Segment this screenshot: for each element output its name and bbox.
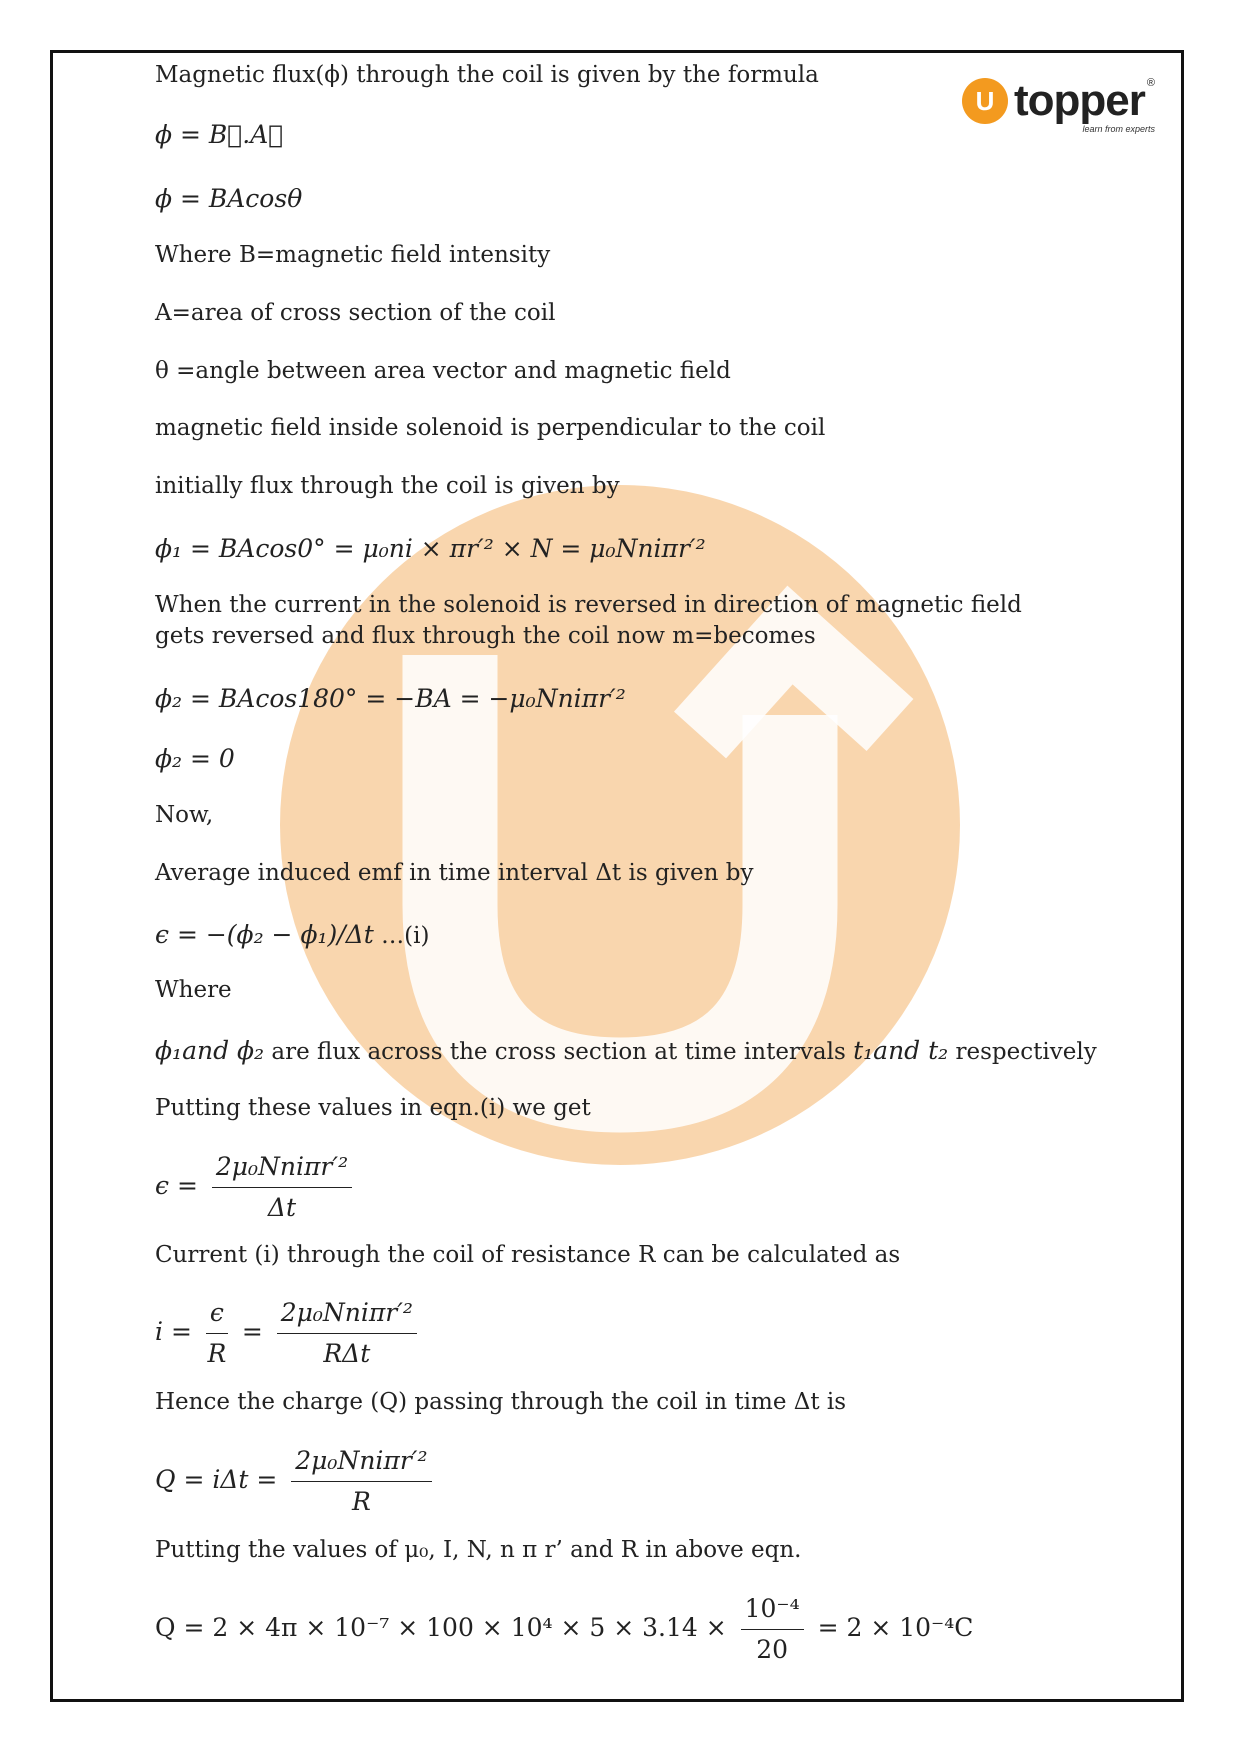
equation: ϕ₁and ϕ₂ bbox=[155, 1036, 265, 1065]
numerator: ϵ bbox=[206, 1296, 228, 1334]
logo-mark-icon: U bbox=[962, 78, 1008, 124]
equation bbox=[155, 1150, 358, 1225]
equation-line bbox=[155, 1034, 1097, 1068]
text-line: Hence the charge (Q) passing through the coil in time Δt is bbox=[155, 1389, 847, 1415]
logo-tagline: learn from experts bbox=[1082, 124, 1155, 134]
logo-registered: ® bbox=[1146, 77, 1155, 89]
fraction bbox=[277, 1296, 417, 1371]
numerator: 2μ₀Nniπr′² bbox=[291, 1444, 431, 1482]
paragraph: When the current in the solenoid is reversed in direction of magnetic field gets reversed and flux through the coil now m=becomes bbox=[155, 592, 1022, 650]
equation: ϕ₂ = 0 bbox=[155, 744, 235, 773]
text-line: magnetic field inside solenoid is perpendicular to the coil bbox=[155, 415, 826, 441]
denominator: 20 bbox=[756, 1634, 789, 1664]
equation: ϕ₁ = BAcos0° = μ₀ni × πr′² × N = μ₀Nniπr′² bbox=[155, 534, 706, 563]
equation bbox=[155, 1592, 973, 1667]
equation-label: …(i) bbox=[381, 923, 430, 949]
equation-lhs: Q = 2 × 4π × 10⁻⁷ × 100 × 10⁴ × 5 × 3.14 × bbox=[155, 1612, 727, 1642]
equation bbox=[155, 1444, 438, 1519]
fraction bbox=[291, 1444, 431, 1519]
text-line: Current (i) through the coil of resistance R can be calculated as bbox=[155, 1242, 901, 1268]
equation: ϕ = B⃗.A⃗ bbox=[155, 120, 284, 149]
fraction bbox=[212, 1150, 352, 1225]
equation: ϕ₂ = BAcos180° = −BA = −μ₀Nniπr′² bbox=[155, 684, 626, 713]
text-line: A=area of cross section of the coil bbox=[155, 300, 556, 326]
numerator: 10⁻⁴ bbox=[741, 1592, 804, 1630]
logo-name: topper bbox=[1014, 76, 1145, 125]
fraction bbox=[741, 1592, 804, 1667]
text-line: Average induced emf in time interval Δt is given by bbox=[155, 860, 754, 886]
equation: ϵ = −(ϕ₂ − ϕ₁)/Δt bbox=[155, 920, 374, 949]
text-line: Where bbox=[155, 977, 232, 1003]
text-line: θ =angle between area vector and magnetic field bbox=[155, 358, 731, 384]
denominator: R bbox=[207, 1338, 227, 1368]
text-line: initially flux through the coil is given by bbox=[155, 473, 620, 499]
equation-lhs: ϵ = bbox=[155, 1170, 198, 1200]
equation-line bbox=[155, 918, 429, 952]
text-segment: respectively bbox=[948, 1039, 1097, 1065]
text-line: Now, bbox=[155, 802, 214, 828]
denominator: Δt bbox=[267, 1192, 297, 1222]
text-line: Putting these values in eqn.(i) we get bbox=[155, 1095, 591, 1121]
equation: t₁and t₂ bbox=[853, 1036, 949, 1065]
equation bbox=[155, 1296, 423, 1371]
topper-logo bbox=[962, 76, 1155, 134]
text-segment: are flux across the cross section at time intervals bbox=[264, 1039, 854, 1065]
denominator: R bbox=[351, 1486, 371, 1516]
equation-lhs: Q = iΔt = bbox=[155, 1464, 278, 1494]
equation-lhs: i = bbox=[155, 1316, 192, 1346]
text-line: Putting the values of μ₀, I, N, n π r’ and R in above eqn. bbox=[155, 1537, 802, 1563]
equals-sign: = bbox=[241, 1316, 263, 1346]
numerator: 2μ₀Nniπr′² bbox=[212, 1150, 352, 1188]
numerator: 2μ₀Nniπr′² bbox=[277, 1296, 417, 1334]
text-line: Magnetic flux(ϕ) through the coil is given by the formula bbox=[155, 62, 819, 88]
equation: ϕ = BAcosθ bbox=[155, 184, 303, 213]
text-line: Where B=magnetic field intensity bbox=[155, 242, 551, 268]
denominator: RΔt bbox=[323, 1338, 371, 1368]
equation-rhs: = 2 × 10⁻⁴C bbox=[817, 1612, 974, 1642]
fraction bbox=[206, 1296, 228, 1371]
